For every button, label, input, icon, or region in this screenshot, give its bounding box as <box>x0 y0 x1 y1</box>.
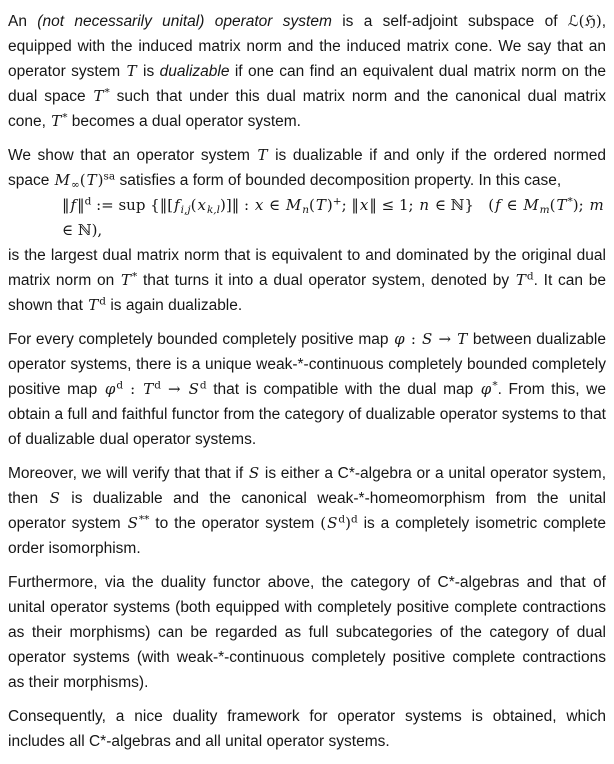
text-run: is again dualizable. <box>106 297 243 314</box>
text-run: Moreover, we will verify that that if <box>8 465 248 482</box>
math-run: i,j <box>180 204 191 216</box>
math-run: d <box>84 195 92 208</box>
text-run: . From this, we obtain a full and faithful functor from the category of dualizable operator systems to that of dualizable dual operator systems. <box>8 381 611 448</box>
text-run: that turns it into a dual operator system, denoted by <box>137 272 515 289</box>
text-run: such that under this dual matrix norm and the canonical dual matrix cone, <box>8 88 611 130</box>
math-run: d <box>154 379 161 392</box>
math-run: ; ‖ <box>341 196 359 214</box>
math-run: ℒ(ℌ) <box>567 12 602 30</box>
math-run: d <box>99 295 107 308</box>
math-run: ); <box>572 196 589 214</box>
text-run: is dualizable and the canonical weak-*-homeomorphism from the unital operator system <box>8 490 611 532</box>
text-run: to the operator system <box>149 515 321 532</box>
math-run: + <box>332 195 342 208</box>
text-run: is a completely isometric complete order isomorphism. <box>8 515 611 557</box>
math-run: n <box>302 204 310 216</box>
math-run: ( <box>79 171 86 189</box>
math-run: f <box>174 196 180 214</box>
math-run: → <box>433 330 457 348</box>
math-run: ** <box>138 513 150 526</box>
math-run: S <box>248 464 260 482</box>
math-run: : <box>123 380 143 398</box>
paragraph-2-intro <box>8 143 611 193</box>
math-run: M <box>523 196 539 214</box>
math-run: d <box>116 379 124 392</box>
math-run: * <box>131 270 138 283</box>
math-run: T <box>51 112 62 130</box>
math-run: ∈ ℕ} <box>430 196 474 214</box>
math-run: x <box>197 196 206 214</box>
math-run: ) <box>345 514 351 532</box>
math-run: T <box>457 330 468 348</box>
math-run: ( <box>320 514 327 532</box>
paragraph-2-continued <box>8 243 611 318</box>
text-run: is a self-adjoint subspace of <box>331 13 568 30</box>
text-run: . It can be shown that <box>8 272 611 314</box>
math-run: )] <box>220 196 232 214</box>
math-run: T <box>120 271 131 289</box>
math-run: ) <box>97 171 104 189</box>
math-run: f <box>495 196 501 214</box>
math-run: ‖ <box>62 196 70 214</box>
math-run: m <box>589 196 604 214</box>
math-run: ∈ <box>264 196 285 214</box>
display-formula <box>8 193 610 243</box>
math-run: ( <box>473 196 495 214</box>
text-run: Furthermore, via the duality functor above, the category of C*-algebras and that of unital operator systems (both equipped with completely positive complete contractions as their morphisms) can be regarded as full subcategories of the category of dual operator systems (with weak-*-continuous completely positive complete contractions as their morphisms). <box>8 574 611 691</box>
math-run: x <box>254 196 264 214</box>
math-run: f <box>70 196 77 214</box>
math-run: ∞ <box>71 179 80 191</box>
math-run: T <box>515 271 526 289</box>
text-run: Consequently, a nice duality framework for operator systems is obtained, which includes all C*-algebras and all unital operator systems. <box>8 708 611 750</box>
math-run: T <box>93 87 104 105</box>
math-run: d <box>526 270 534 283</box>
math-run: φ <box>480 380 492 398</box>
math-run: M <box>54 171 71 189</box>
math-run: ∈ ℕ), <box>62 196 610 239</box>
text-run: is either a C*-algebra or a unital operator system, then <box>8 465 611 507</box>
paragraph-1 <box>8 9 611 134</box>
math-run: → <box>160 380 188 398</box>
text-run: is the largest dual matrix norm that is equivalent to and dominated by the original dual matrix norm on <box>8 247 611 289</box>
math-run: sa <box>103 170 116 183</box>
text-run: is dualizable if and only if the ordered normed space <box>8 147 611 189</box>
math-run: S <box>127 514 138 532</box>
math-run: S <box>422 330 433 348</box>
math-run: d <box>199 379 207 392</box>
text-run: that is compatible with the dual map <box>206 381 480 398</box>
text-run: We show that an operator system <box>8 147 257 164</box>
text-run: An <box>8 13 38 30</box>
paragraph-6 <box>8 704 611 754</box>
math-run: ∈ <box>501 196 523 214</box>
paragraph-4 <box>8 461 611 561</box>
math-run: ( <box>549 196 556 214</box>
math-run: d <box>350 513 358 526</box>
math-run: ) <box>326 196 333 214</box>
math-run: S <box>188 380 199 398</box>
abstract-text <box>8 9 611 754</box>
math-run: := sup { <box>91 196 160 214</box>
math-run: x <box>359 196 369 214</box>
math-run: ( <box>309 196 315 214</box>
math-run: ( <box>190 196 197 214</box>
text-run: if one can find an equivalent dual matrix norm on the dual space <box>8 63 611 105</box>
math-run: φ <box>394 330 405 348</box>
math-run: * <box>567 195 573 208</box>
math-run: : <box>239 196 254 214</box>
math-run: T <box>126 62 137 80</box>
text-run: between dualizable operator systems, there is a unique weak-*-continuous completely bounded completely positive map <box>8 331 611 398</box>
paragraph-5 <box>8 570 611 695</box>
math-run: φ <box>104 380 116 398</box>
math-run: * <box>492 379 498 392</box>
text-run: satisfies a form of bounded decomposition property. In this case, <box>115 172 562 189</box>
math-run: T <box>556 196 567 214</box>
paragraph-3 <box>8 327 611 452</box>
text-run: dualizable <box>159 63 230 80</box>
math-run: : <box>405 330 422 348</box>
math-run: S <box>49 489 60 507</box>
math-run: ‖ <box>231 196 240 214</box>
math-run: ‖ ≤ 1; <box>369 196 419 214</box>
math-run: ‖[ <box>159 196 174 214</box>
math-run: * <box>62 111 68 124</box>
math-run: * <box>104 86 110 99</box>
text-run: is <box>137 63 160 80</box>
math-run: S <box>327 514 338 532</box>
math-run: T <box>143 380 154 398</box>
text-run: (not necessarily unital) operator system <box>37 13 332 30</box>
text-run: becomes a dual operator system. <box>67 113 301 130</box>
math-run: T <box>86 171 97 189</box>
math-run: d <box>338 513 346 526</box>
math-run: n <box>419 196 430 214</box>
math-run: M <box>285 196 302 214</box>
math-run: k,l <box>206 204 220 216</box>
text-run: , equipped with the induced matrix norm and the induced matrix cone. We say that an operator system <box>8 13 611 80</box>
math-run: T <box>315 196 326 214</box>
text-run: For every completely bounded completely positive map <box>8 331 394 348</box>
math-run: m <box>539 204 550 216</box>
math-run: T <box>88 296 99 314</box>
math-run: T <box>257 146 268 164</box>
math-run: ‖ <box>77 196 85 214</box>
